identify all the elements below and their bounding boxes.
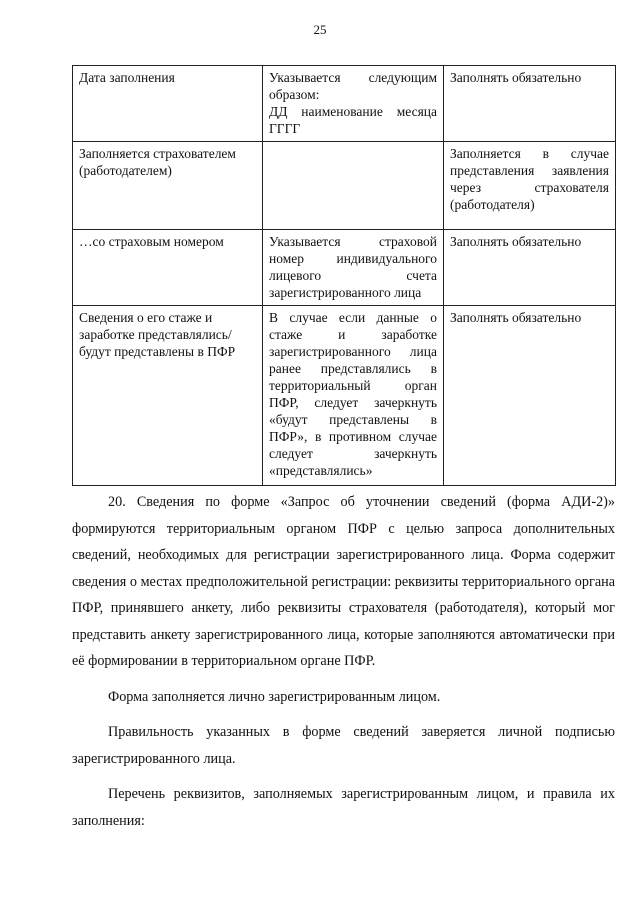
paragraph: Правильность указанных в форме сведений заверяется личной подписью зарегистрированного лица. [72,724,615,767]
description-cell [263,66,444,142]
rule-cell: Заполнять обязательно [444,306,616,486]
rule-cell: Заполняется в случае представления заявления через страхователя (работодателя) [444,142,616,230]
paragraph: Форма заполняется лично зарегистрированным лицом. [108,688,441,705]
table-row [73,142,616,230]
paragraph: Перечень реквизитов, заполняемых зарегистрированным лицом, и правила их заполнения: [72,786,615,829]
description-cell: В случае если данные о стаже и заработке зарегистрированного лица ранее представлялись в территориальный орган ПФР, следует зачеркнуть «будут представлены в ПФР», в противном случае следует зачеркнуть «представлялись» [263,306,444,486]
description-cell: Указывается страховой номер индивидуального лицевого счета зарегистрированного лица [263,230,444,306]
description-line: Указывается следующим образом: [269,70,437,102]
field-cell: …со страховым номером [73,230,263,306]
field-cell: Дата заполнения [73,66,263,142]
table-row [73,306,616,486]
page-number: 25 [313,22,327,37]
paragraph: 20. Сведения по форме «Запрос об уточнении сведений (форма АДИ-2)» формируются территориальным органом ПФР с целью запроса дополнительных сведений, необходимых для регистрации зарегистрированного лица. Форма содержит сведения о местах предположительной регистрации: реквизиты территориального органа ПФР, принявшего анкету, либо реквизиты страхователя (работодателя), который мог представить анкету зарегистрированного лица, которые заполняются автоматически при её формировании в территориальном органе ПФР. [72,494,615,669]
body-text [72,489,615,834]
field-cell: Сведения о его стаже и заработке представлялись/будут представлены в ПФР [73,306,263,486]
requisites-table [72,65,616,486]
rule-cell: Заполнять обязательно [444,66,616,142]
description-cell [263,142,444,230]
rule-cell: Заполнять обязательно [444,230,616,306]
table-row [73,230,616,306]
description-line: ДД наименование месяца ГГГГ [269,104,437,136]
table-row [73,66,616,142]
field-cell: Заполняется страхователем (работодателем) [73,142,263,230]
